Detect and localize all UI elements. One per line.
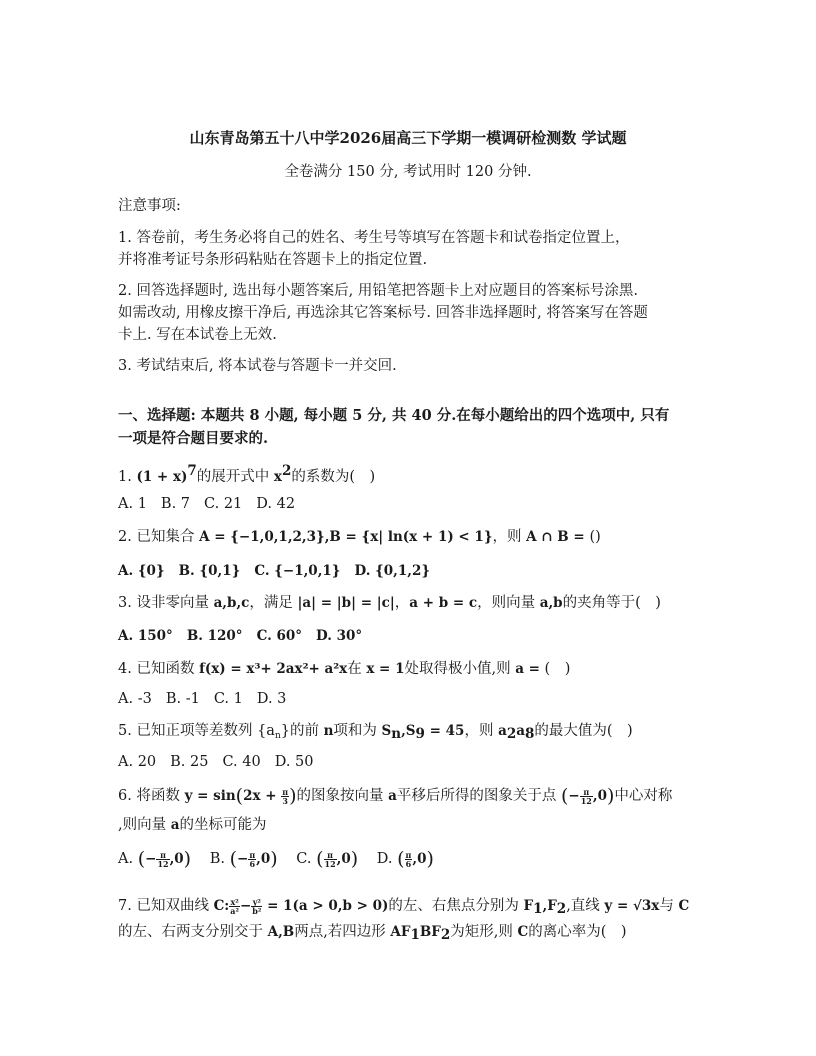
q7-f2-sub: 2 xyxy=(556,901,567,917)
q3-option-a: A. 150° xyxy=(118,628,173,644)
notice-item-2-line-2: 如需改动, 用橡皮擦干净后, 再选涂其它答案标号. 回答非选择题时, 将答案写在答题 xyxy=(118,305,648,321)
section-1-heading-line-1: 一、选择题: 本题共 8 小题, 每小题 5 分, 共 40 分.在每小题给出的四个选项中, 只有 xyxy=(118,407,670,424)
q5-seq-sub: n xyxy=(274,731,281,741)
q6-option-d: D. ( $\frac{\pi}{6}$ ,0) xyxy=(376,848,434,870)
q5-a8-sub: 8 xyxy=(524,726,535,742)
q7-x-frac xyxy=(229,898,240,915)
q6-option-b-frac: $\frac{\pi}{6}$ xyxy=(249,849,256,869)
q3-number: 3. 设非零向量 xyxy=(118,595,214,611)
q2-intersection: A ∩ B = xyxy=(526,529,590,545)
exam-title: 山东青岛第五十八中学2026届高三下学期一模调研检测数 学试题 xyxy=(189,129,627,147)
q6-text-1: 的图象按向量 xyxy=(296,788,389,804)
q6-option-c-frac: $\frac{\pi}{12}$ xyxy=(324,849,336,869)
question-1-options xyxy=(118,493,708,515)
question-3-options xyxy=(118,625,708,647)
q7-quad-sub-1: 1 xyxy=(410,927,420,943)
q7-text-2: ,直线 xyxy=(566,898,605,914)
q6-option-b-letter: B. xyxy=(209,851,225,867)
q2-option-a xyxy=(118,560,165,582)
q7-line-x: x xyxy=(651,898,660,914)
q1-var: x xyxy=(273,469,282,485)
q7-f2: ,F xyxy=(542,898,557,914)
q4-option-a: A. -3 xyxy=(118,691,152,707)
q7-f1: F xyxy=(523,898,534,914)
q3-condition-2: a + b = c xyxy=(409,595,478,611)
q2-sets: A = {−1,0,1,2,3},B = {x| ln(x + 1) < 1} xyxy=(199,529,493,545)
q6-option-a-neg: − xyxy=(145,851,157,867)
q5-number: 5. 已知正项等差数列 xyxy=(118,723,258,739)
q1-number: 1. xyxy=(118,469,137,485)
question-6-line-2 xyxy=(118,814,708,836)
q6-pt-frac xyxy=(580,788,593,805)
q5-seq: {a xyxy=(257,723,275,739)
q7-line2-mid: 两点,若四边形 xyxy=(294,924,391,940)
q7-x-den: a² xyxy=(230,905,239,916)
q2-number: 2. 已知集合 xyxy=(118,529,200,545)
question-6-options xyxy=(118,848,708,870)
q6-pt-neg: − xyxy=(568,788,580,804)
q6-option-d-zero: ,0 xyxy=(412,851,427,867)
q6-line2-post: 的坐标可能为 xyxy=(179,817,267,833)
q7-points: A,B xyxy=(267,924,295,940)
q5-s9-value: = 45 xyxy=(424,723,465,739)
question-7 xyxy=(118,895,708,920)
q5-option-d: D. 50 xyxy=(274,754,314,770)
q4-condition: x = 1 xyxy=(366,661,405,677)
q6-pi-over-3 xyxy=(281,788,289,805)
question-4 xyxy=(118,658,708,680)
q7-equation: = 1(a > 0,b > 0) xyxy=(262,898,389,914)
q2-ask: () xyxy=(589,529,601,545)
q6-text-2: 平移后所得的图象关于点 xyxy=(396,788,561,804)
q6-func: y = sin xyxy=(184,788,236,804)
q4-unknown: a = xyxy=(515,661,540,677)
q1-option-d: D. 42 xyxy=(256,496,296,512)
q5-text-2: 项和为 xyxy=(333,723,382,739)
q7-line2-pre: 的左、右两支分别交于 xyxy=(118,924,268,940)
q4-text-2: 处取得极小值,则 xyxy=(404,661,516,677)
q5-text-1: 的前 xyxy=(289,723,324,739)
question-7-line-2 xyxy=(118,921,708,946)
q3-option-b: B. 120° xyxy=(186,628,243,644)
q3-vectors: a,b,c xyxy=(213,595,250,611)
q6-pt-close: ) xyxy=(606,785,615,807)
q2-option-d-text: D. {0,1,2} xyxy=(354,563,431,579)
notice-item-3: 3. 考试结束后, 将本试卷与答题卡一并交回. xyxy=(118,358,397,374)
q3-ask: 的夹角等于( ) xyxy=(562,595,661,611)
q7-curve-name: C: xyxy=(213,898,230,914)
question-2-options xyxy=(118,560,708,582)
q6-option-a-zero: ,0 xyxy=(169,851,184,867)
q5-ask: 的最大值为( ) xyxy=(534,723,633,739)
q6-paren-open: ( xyxy=(235,785,244,807)
q6-option-b-neg: − xyxy=(237,851,249,867)
q6-option-c-letter: C. xyxy=(296,851,312,867)
q2-option-c-text: C. {−1,0,1} xyxy=(254,563,341,579)
q3-option-d: D. 30° xyxy=(316,628,363,644)
q6-line2-text: ,则向量 xyxy=(118,817,171,833)
q6-paren-close: ) xyxy=(289,785,297,807)
q6-pt-den: 12 xyxy=(580,795,592,806)
q7-text-3: 与 xyxy=(659,898,679,914)
question-5 xyxy=(118,720,708,747)
q7-sqrt: √3 xyxy=(632,898,652,914)
q1-ask: 的系数为( ) xyxy=(291,469,376,485)
q7-minus: − xyxy=(239,898,252,914)
q7-c: C xyxy=(678,898,690,914)
q2-option-a-text: A. {0} xyxy=(118,563,165,579)
q5-seq-end: } xyxy=(280,723,290,739)
question-5-options xyxy=(118,751,708,773)
q5-option-c: C. 40 xyxy=(222,754,261,770)
q7-quad-sub-2: 2 xyxy=(440,927,451,943)
q7-quad-2: BF xyxy=(419,924,441,940)
q1-var-exponent: 2 xyxy=(281,463,292,479)
q4-option-c: C. 1 xyxy=(213,691,243,707)
q7-quad-1: AF xyxy=(390,924,411,940)
q6-pt-zero: ,0 xyxy=(592,788,607,804)
question-6 xyxy=(118,785,708,807)
q3-option-c: C. 60° xyxy=(256,628,303,644)
q5-option-a: A. 20 xyxy=(118,754,157,770)
q6-frac-den: 3 xyxy=(282,795,288,806)
q7-y-num: y² xyxy=(252,896,261,907)
q3-condition-1: |a| = |b| = |c| xyxy=(297,595,395,611)
q6-line2-vector: a xyxy=(170,817,180,833)
q7-line2-post: 的离心率为( ) xyxy=(528,924,627,940)
q4-option-b: B. -1 xyxy=(165,691,200,707)
q6-option-b: B. (− $\frac{\pi}{6}$ ,0) xyxy=(209,848,278,870)
q5-text-3: ，则 xyxy=(464,723,499,739)
q6-option-b-zero: ,0 xyxy=(256,851,271,867)
q7-line2-mid2: 为矩形,则 xyxy=(450,924,518,940)
q4-option-d: D. 3 xyxy=(256,691,287,707)
q6-number: 6. 将函数 xyxy=(118,788,185,804)
q3-vectors-2: a,b xyxy=(539,595,563,611)
notice-item-1-line-2: 并将准考证号条形码粘贴在答题卡上的指定位置. xyxy=(118,252,428,268)
q3-separator: ， xyxy=(394,595,410,611)
q4-ask: ( ) xyxy=(539,661,571,677)
notice-item-1-line-1: 1. 答卷前，考生务必将自己的姓名、考生号等填写在答题卡和试卷指定位置上， xyxy=(118,230,630,246)
exam-subtitle: 全卷满分 150 分, 考试用时 120 分钟. xyxy=(284,164,532,180)
notice-item-2-line-3: 卡上. 写在本试卷上无效. xyxy=(118,327,277,343)
question-1 xyxy=(118,460,708,488)
q6-option-d-frac: $\frac{\pi}{6}$ xyxy=(405,849,412,869)
q3-text-2: ，则向量 xyxy=(477,595,540,611)
q1-option-c: C. 21 xyxy=(204,496,243,512)
q5-option-b: B. 25 xyxy=(170,754,209,770)
q1-option-a: A. 1 xyxy=(118,496,147,512)
q4-text-1: 在 xyxy=(347,661,367,677)
q2-option-b xyxy=(179,560,241,582)
q5-s9-sub: 9 xyxy=(415,726,425,742)
q7-text-1: 的左、右焦点分别为 xyxy=(388,898,524,914)
question-2 xyxy=(118,526,708,548)
q6-pt-open: ( xyxy=(561,785,569,807)
q6-option-a-letter: A. xyxy=(118,851,134,867)
q7-f1-sub: 1 xyxy=(533,901,543,917)
q3-text-1: ，满足 xyxy=(249,595,298,611)
q5-a2: a xyxy=(498,723,507,739)
q4-function: f(x) = x³+ 2ax²+ a²x xyxy=(199,661,348,677)
q7-y-frac xyxy=(251,898,262,915)
q6-option-a-frac: $\frac{\pi}{12}$ xyxy=(157,849,169,869)
notice-heading: 注意事项: xyxy=(118,198,181,214)
question-4-options xyxy=(118,688,708,710)
q5-a8: a xyxy=(516,723,525,739)
q2-option-c xyxy=(254,560,340,582)
q6-option-a: A. (− $\frac{\pi}{12}$ ,0) xyxy=(118,848,192,870)
q7-line: y = xyxy=(604,898,633,914)
q1-binomial: (1 + x) xyxy=(136,469,188,485)
q2-option-d xyxy=(354,560,430,582)
section-1-heading-line-2: 一项是符合题目要求的. xyxy=(118,430,269,447)
q1-exponent: 7 xyxy=(187,463,197,479)
q6-vector: a xyxy=(388,788,397,804)
q6-frac-num: π xyxy=(282,786,289,797)
question-3 xyxy=(118,592,708,614)
q6-func-inner: 2x + xyxy=(243,788,282,804)
q7-y-den: b² xyxy=(252,905,262,916)
q6-text-3: 中心对称 xyxy=(614,788,673,804)
q5-sn: S xyxy=(381,723,392,739)
q6-option-c-zero: ,0 xyxy=(336,851,351,867)
q6-pt-num: π xyxy=(580,788,593,797)
q5-s9: ,S xyxy=(401,723,416,739)
q7-c-2: C xyxy=(517,924,529,940)
q6-option-d-letter: D. xyxy=(376,851,393,867)
notice-item-2-line-1: 2. 回答选择题时, 选出每小题答案后, 用铅笔把答题卡上对应题目的答案标号涂黑. xyxy=(118,283,638,299)
q5-n: n xyxy=(323,723,334,739)
q6-option-c: C. ( $\frac{\pi}{12}$ ,0) xyxy=(296,848,359,870)
q5-sn-sub: n xyxy=(391,726,402,742)
q2-option-b-text: B. {0,1} xyxy=(178,563,241,579)
q7-x-num: x² xyxy=(230,896,239,907)
q7-number: 7. 已知双曲线 xyxy=(118,898,214,914)
q2-text: ，则 xyxy=(492,529,527,545)
q5-a2-sub: 2 xyxy=(506,726,517,742)
q1-option-b: B. 7 xyxy=(160,496,191,512)
q4-number: 4. 已知函数 xyxy=(118,661,200,677)
q1-text: 的展开式中 xyxy=(196,469,274,485)
